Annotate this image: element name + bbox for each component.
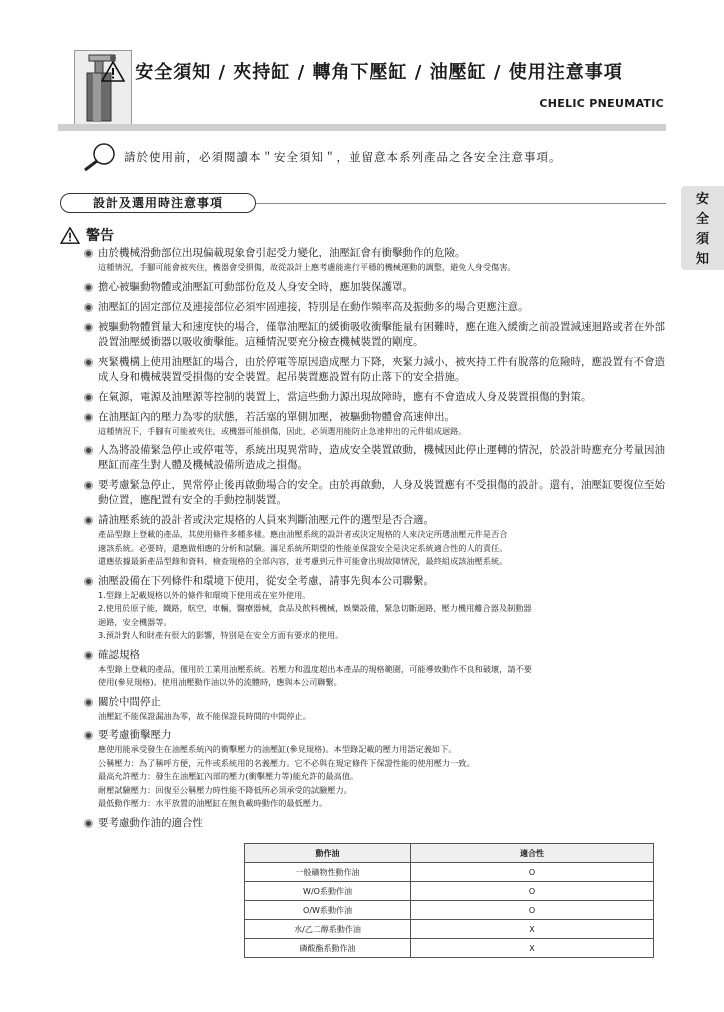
warning-item-title: 要考慮衝擊壓力 — [98, 729, 172, 741]
table-row — [245, 863, 654, 882]
warning-item — [96, 695, 666, 724]
table-cell: O/W系動作油 — [245, 901, 411, 920]
warning-item — [96, 816, 666, 831]
warning-item — [96, 513, 666, 569]
table-row — [245, 901, 654, 920]
table-cell: O — [411, 882, 654, 901]
warning-item — [96, 390, 666, 405]
warning-item-title: 由於機械滑動部位出現偏載現象會引起受力變化，油壓缸會有衝擊動作的危險。 — [98, 247, 466, 259]
side-tab-char: 須 — [695, 232, 709, 247]
warning-item-detail: 最高允許壓力：發生在油壓缸內部的壓力(衝擊壓力等)能允許的最高值。 — [98, 771, 359, 781]
warning-item-detail: 適該系統。必要時，還應做相應的分析和試驗。滿足系統所期望的性能並保證安全是決定系統適合性的人的責任。 — [98, 542, 508, 553]
warning-item-detail: 使用(參見規格)。使用油壓動作油以外的流體時，應與本公司聯繫。 — [98, 677, 342, 687]
section-title: 設計及選用時注意事項 — [60, 193, 256, 213]
warning-item-detail: 最低動作壓力：水平放置的油壓缸在無負載時動作的最低壓力。 — [98, 798, 328, 808]
warning-item — [96, 300, 666, 315]
bullet-icon — [84, 819, 93, 828]
table-cell: 磷酸酯系動作油 — [245, 939, 411, 958]
side-tab-char: 知 — [695, 252, 709, 267]
warning-item-detail: 還應依據最新產品型錄和資料，檢查規格的全部內容，並考慮到元件可能會出現故障情況，最終組成該油壓系統。 — [98, 556, 508, 566]
warning-item-title: 油壓設備在下列條件和環境下使用，從安全考慮，請事先與本公司聯繫。 — [98, 574, 434, 587]
warning-item-detail: 耐壓試驗壓力：回復至公稱壓力時性能不降低所必須承受的試驗壓力。 — [98, 784, 352, 795]
bullet-icon — [84, 731, 93, 740]
magnifier-icon — [82, 142, 118, 176]
table-cell: W/O系動作油 — [245, 882, 411, 901]
warning-item — [96, 355, 666, 385]
warning-item-title: 人為將設備緊急停止或停電等，系統出現異常時，造成安全裝置啟動，機械因此停止運轉的情況，於設計時應充分考量因油壓缸而產生對人體及機械設備所造成之損傷。 — [98, 444, 665, 471]
bullet-icon — [84, 446, 93, 455]
warning-item-detail: 公稱壓力：為了稱呼方便，元件或系統用的名義壓力。它不必與在規定條件下保證性能的使用壓力一致。 — [98, 757, 475, 768]
table-cell: O — [411, 901, 654, 920]
table-cell: 一般礦物性動作油 — [245, 863, 411, 882]
warning-item-title: 請油壓系統的設計者或決定規格的人員來判斷油壓元件的選型是否合適。 — [98, 514, 434, 526]
table-cell: X — [411, 939, 654, 958]
table-row — [245, 920, 654, 939]
side-tab-char: 安 — [695, 192, 709, 207]
warning-item-detail: 本型錄上登載的產品，僅用於工業用油壓系統。若壓力和溫度超出本產品的規格範圍，可能導致動作不良和破壞，請不要 — [98, 663, 532, 674]
table-cell: 水/乙二醇系動作油 — [245, 920, 411, 939]
bullet-icon — [84, 698, 93, 707]
intro-notice — [82, 142, 642, 174]
table-cell: X — [411, 920, 654, 939]
table-row — [245, 939, 654, 958]
warning-item-title: 夾緊機構上使用油壓缸的場合，由於停電等原因造成壓力下降，夾緊力減小，被夾持工件有脫落的危險時，應設置有不會造成人身和機械裝置受損傷的安全裝置。起吊裝置應設置有防止落下的安全措施。 — [98, 355, 665, 383]
table-header-row — [245, 844, 654, 863]
warning-item-title: 在油壓缸內的壓力為零的狀態，若活塞的單側加壓，被驅動物體會高速伸出。 — [98, 410, 455, 423]
bullet-icon — [84, 393, 93, 402]
bullet-icon — [84, 303, 93, 312]
warning-list — [96, 246, 666, 836]
page-title: 安全須知 / 夾持缸 / 轉角下壓缸 / 油壓缸 / 使用注意事項 — [135, 62, 623, 83]
header-divider — [58, 124, 666, 131]
warning-item-title: 要考慮緊急停止，異常停止後再啟動場合的安全。由於再啟動，人身及裝置應有不受損傷的設計。還有，油壓缸要復位至始動位置，應配置有安全的手動控制裝置。 — [98, 479, 665, 506]
bullet-icon — [84, 249, 93, 258]
warning-item-detail: 這種情況下，手腳有可能被夾住，或機器可能損傷，因此，必須選用能防止急速伸出的元件組成迴路。 — [98, 425, 467, 436]
warning-item-detail: 產品型錄上登載的產品，其使用條件多種多樣。應由油壓系統的設計者或決定規格的人來決定所選油壓元件是否合 — [98, 529, 508, 539]
warning-item — [96, 478, 666, 508]
warning-item — [96, 648, 666, 690]
section-divider — [256, 203, 666, 204]
bullet-icon — [84, 413, 93, 422]
warning-item-title: 關於中間停止 — [98, 695, 161, 708]
title-row — [58, 58, 666, 86]
side-tab-safety[interactable] — [681, 186, 724, 270]
warning-item-title: 油壓缸的固定部位及連接部位必須牢固連接，特別是在動作頻率高及振動多的場合更應注意。 — [98, 300, 529, 313]
warning-item-detail: 迴路，安全機器等。 — [98, 616, 172, 627]
bullet-icon — [84, 323, 93, 332]
bullet-icon — [84, 283, 93, 292]
warning-item — [96, 443, 666, 473]
oil-compatibility-table — [244, 843, 654, 958]
table-header-cell: 動作油 — [245, 844, 411, 863]
warning-item-title: 被驅動物體質量大和速度快的場合，僅靠油壓缸的緩衝吸收衝擊能量有困難時，應在進入緩衝之前設置減速迴路或者在外部設置油壓緩衝器以吸收衝擊能。這種情況要充分檢查機械裝置的剛度。 — [98, 320, 665, 348]
table-cell: O — [411, 863, 654, 882]
warning-heading — [60, 225, 114, 246]
warning-triangle-icon — [60, 227, 80, 246]
bullet-icon — [84, 358, 93, 367]
brand-name: CHELIC PNEUMATIC — [539, 97, 664, 110]
bullet-icon — [84, 516, 93, 525]
warning-item-detail: 3.預計對人和財產有很大的影響，特別是在安全方面有要求的使用。 — [98, 630, 344, 640]
warning-item — [96, 320, 666, 350]
warning-item — [96, 410, 666, 439]
warning-item-title: 要考慮動作油的適合性 — [98, 816, 203, 829]
warning-item — [96, 728, 666, 811]
table-header-cell: 適合性 — [411, 844, 654, 863]
warning-item-detail: 2.使用於原子能，鐵路，航空，車輛，醫療器械，食品及飲料機械，娛樂設備，緊急切斷迴路，壓力機用離合器及制動器 — [98, 603, 532, 613]
warning-label: 警告 — [86, 228, 114, 244]
bullet-icon — [84, 651, 93, 660]
page-header — [58, 40, 666, 126]
bullet-icon — [84, 577, 93, 586]
warning-triangle-icon — [101, 61, 125, 86]
side-tab-char: 全 — [695, 212, 709, 227]
warning-item-detail: 這種情況，手腳可能會被夾住，機器會受損傷，故從設計上應考慮能進行平穩的機械運動的調整，避免人身受傷害。 — [98, 262, 516, 272]
warning-item-detail: 油壓缸不能保證漏油為零，故不能保證長時間的中間停止。 — [98, 710, 311, 721]
warning-item-title: 在氣源，電源及油壓源等控制的裝置上，當這些動力源出現故障時，應有不會造成人身及裝置損傷的對策。 — [98, 390, 592, 403]
warning-item — [96, 246, 666, 275]
bullet-icon — [84, 481, 93, 490]
warning-item-title: 確認規格 — [98, 648, 140, 661]
warning-item — [96, 280, 666, 295]
warning-item-title: 擔心被驅動物體或油壓缸可動部份危及人身安全時，應加裝保護罩。 — [98, 280, 413, 293]
intro-text: 請於使用前，必須閱讀本＂安全須知＂，並留意本系列產品之各安全注意事項。 — [124, 150, 562, 164]
warning-item-detail: 應使用能承受發生在油壓系統內的衝擊壓力的油壓缸(參見規格)。本型錄記載的壓力用語定義如下。 — [98, 744, 457, 754]
warning-item-detail: 1.型錄上記載規格以外的條件和環境下使用或在室外使用。 — [98, 589, 311, 600]
warning-item — [96, 574, 666, 643]
table-row — [245, 882, 654, 901]
